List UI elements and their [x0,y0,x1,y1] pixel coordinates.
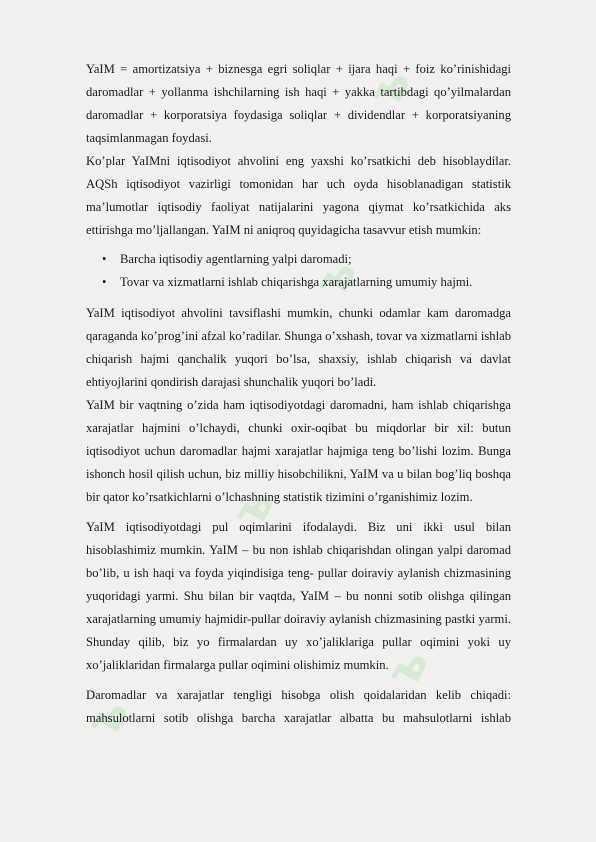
list-item-text: Barcha iqtisodiy agentlarning yalpi daromadi; [120,252,352,266]
watermark-mark: ъ [357,58,422,116]
list-item-text: Tovar va xizmatlarni ishlab chiqarishga xarajatlarning umumiy hajmi. [120,275,473,289]
watermark-mark: ъ [375,638,440,696]
document-page [86,58,511,730]
paragraph-money-flows: YaIM iqtisodiyotdagi pul oqimlarini ifodalaydi. Biz uni ikki usul bilan hisoblashimiz mumkin. YaIM – bu non ishlab chiqarishdan olingan yalpi daromad bo’lib, u ish haqi va foyda yiqindisiga teng- pullar doiraviy aylanish chizmasining yuqoridagi yarmi. Shu bilan bir vaqtda, YaIM – bu nonni sotib olishga qilingan xarajatlarning umumiy hajmidir-pullar doiraviy aylanish chizmasining pastki yarmi. Shunday qilib, biz yo firmalardan uy xo’jaliklariga pullar oqimini yoki uy xo’jaliklaridan firmalarga pullar oqimini olishimiz mumkin. [86,520,511,672]
list-item [86,248,511,271]
watermark-mark: ъ [221,478,286,536]
paragraph-gdp-welfare: YaIM iqtisodiyot ahvolini tavsiflashi mumkin, chunki odamlar kam daromadga qaraganda ko’prog’ini afzal ko’radilar. Shunga o’xshash, tovar va xizmatlarni ishlab chiqarish hajmi qanchalik yuqori bo’lsa, shaxsiy, ishlab chiqarish va davlat ehtiyojlarini qondirish darajasi shunchalik yuqori bo’ladi. [86,306,511,389]
paragraph-accounting-rules: Daromadlar va xarajatlar tengligi hisobga olish qoidalaridan kelib chiqadi: mahsulotlarni sotib olishga barcha xarajatlar albatta bu mahsulotlarni ishlab [86,688,511,725]
paragraph-gdp-formula: YaIM = amortizatsiya + biznesga egri soliqlar + ijara haqi + foiz ko’rinishidagi daromadlar + yollanma ishchilarning ish haqi + yakka tartibdagi qo’yilmalardan daromadlar + korporatsiya foydasiga soliqlar + dividendlar + korporatsiyaning taqsimlanmagan foydasi. [86,62,511,145]
bullet-list [86,248,511,294]
paragraph-income-expenditure: YaIM bir vaqtning o’zida ham iqtisodiyotdagi daromadni, ham ishlab chiqarishga xarajatlar hajmini o’lchaydi, chunki oxir-oqibat bu miqdorlar bir xil: butun iqtisodiyot uchun daromadlar hajmi xarajatlar hajmiga teng bo’lishi lozim. Bunga ishonch hosil qilish uchun, biz milliy hisobchilikni, YaIM va u bilan bog’liq boshqa bir qator ko’rsatkichlarni o’lchashning statistik tizimini o’rganishimiz lozim. [86,398,511,504]
list-item [86,271,511,294]
paragraph-gdp-indicator: Ko’plar YaIMni iqtisodiyot ahvolini eng yaxshi ko’rsatkichi deb hisoblaydilar. AQSh iqtisodiyot vazirligi tomonidan har uch oyda hisoblanadigan statistik ma’lumotlar iqtisodiy faoliyat natijalarini yagona qiymat ko’rsatkichida aks ettirishga mo’ljallangan. YaIM ni aniqroq quyidagicha tasavvur etish mumkin: [86,154,511,237]
bullet-icon: • [102,252,107,266]
watermark-mark: ъ [303,248,368,306]
bullet-icon: • [102,275,107,289]
watermark-mark: ъ [75,688,140,746]
